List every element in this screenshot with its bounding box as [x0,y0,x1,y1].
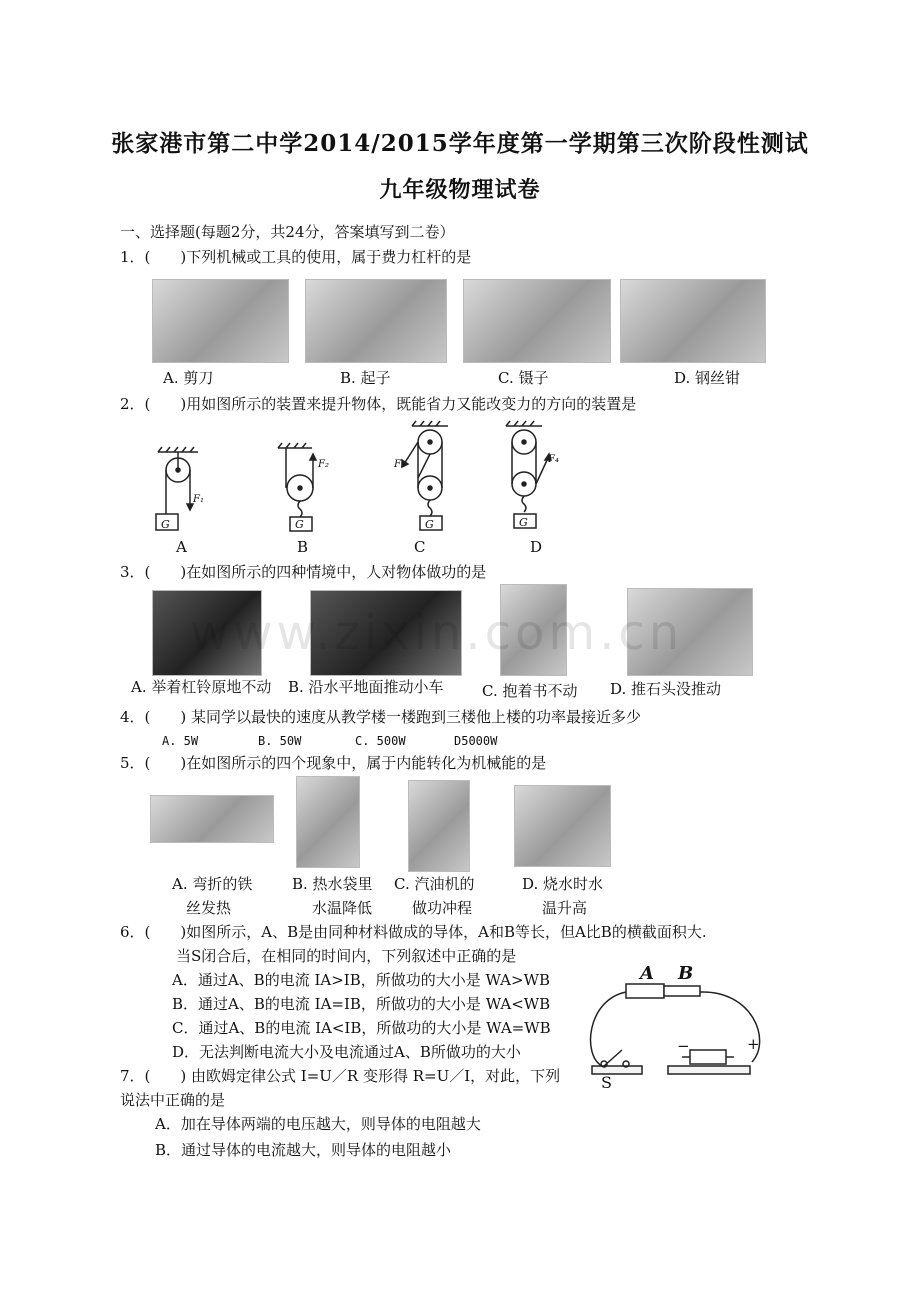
bottle-opener-photo [305,279,447,363]
q3-option-b: B. 沿水平地面推动小车 [288,678,444,696]
scissors-photo [152,279,289,363]
pulley-a-weight: G [161,518,170,531]
q4-option-b: B. 50W [258,734,302,748]
battery-plus-label: + [747,1035,760,1053]
watermark: www.zixin.com.cn [190,605,684,661]
q3-option-a: A. 举着杠铃原地不动 [131,678,272,696]
q2-option-b: B [297,538,309,556]
force-f2-label: F₂ [318,459,329,470]
pulley-b-weight: G [295,518,304,531]
q2-option-d: D [530,538,543,556]
resistor-a-label: A [640,963,654,984]
question-6-stem-line1: 6．( )如图所示，A、B是由同种材料做成的导体，A和B等长，但A比B的横截面积大. [120,923,707,941]
q3-option-c: C. 抱着书不动 [482,682,578,700]
force-f3-label: F₃ [394,459,405,470]
q6-option-b: B．通过A、B的电流 IA=IB，所做功的大小是 WA<WB [172,995,551,1013]
pulley-d-weight: G [519,516,528,529]
q7-option-a: A．加在导体两端的电压越大，则导体的电阻越大 [155,1115,481,1133]
question-3-stem: 3．( )在如图所示的四种情境中，人对物体做功的是 [120,563,487,581]
q5-option-d-line1: D. 烧水时水 [522,875,604,893]
hot-water-bag-image [296,776,360,868]
q5-option-c-line2: 做功冲程 [412,899,473,917]
battery-minus-label: − [677,1037,690,1055]
q4-option-c: C. 500W [355,734,406,748]
question-7-stem-line2: 说法中正确的是 [120,1091,226,1109]
q1-option-c: C. 镊子 [498,369,549,387]
q5-option-b-line1: B. 热水袋里 [292,875,373,893]
question-7-stem-line1: 7．( ) 由欧姆定律公式 I=U／R 变形得 R=U／I，对此，下列 [120,1067,561,1085]
force-f1-label: F₁ [193,494,204,505]
q5-option-c-line1: C. 汽油机的 [394,875,475,893]
bent-wire-image [150,795,274,843]
circuit-diagram [582,970,772,1090]
engine-image [408,780,470,872]
question-1-stem: 1．( )下列机械或工具的使用，属于费力杠杆的是 [120,248,472,266]
q4-option-a: A. 5W [162,734,199,748]
tweezers-photo [463,279,611,363]
resistor-b-label: B [678,963,694,984]
q5-option-d-line2: 温升高 [542,899,588,917]
q6-option-d: D．无法判断电流大小及电流通过A、B所做功的大小 [172,1043,521,1061]
q2-option-a: A [176,538,187,556]
pulley-c-weight: G [425,518,434,531]
question-6-stem-line2: 当S闭合后，在相同的时间内，下列叙述中正确的是 [176,947,517,965]
q6-option-c: C．通过A、B的电流 IA<IB，所做功的大小是 WA=WB [172,1019,551,1037]
q6-option-a: A．通过A、B的电流 IA>IB，所做功的大小是 WA>WB [172,971,551,989]
switch-s-label: S [601,1073,612,1092]
q1-option-d: D. 钢丝钳 [674,369,741,387]
page-subtitle: 九年级物理试卷 [379,177,541,203]
pliers-photo [620,279,766,363]
q3-option-d: D. 推石头没推动 [610,680,722,698]
q1-option-a: A. 剪刀 [163,369,214,387]
page-title: 张家港市第二中学2014/2015学年度第一学期第三次阶段性测试 [111,130,809,157]
q4-option-d: D5000W [454,734,498,748]
q5-option-b-line2: 水温降低 [312,899,373,917]
q5-option-a-line1: A. 弯折的铁 [172,875,253,893]
force-f4-label: F₄ [548,454,559,465]
section-heading: 一、选择题(每题2分，共24分，答案填写到二卷） [120,223,455,241]
kettle-image [514,785,611,867]
question-5-stem: 5．( )在如图所示的四个现象中，属于内能转化为机械能的是 [120,754,547,772]
q1-option-b: B. 起子 [340,369,391,387]
q2-option-c: C [414,538,426,556]
q7-option-b: B．通过导体的电流越大，则导体的电阻越小 [155,1141,452,1159]
q5-option-a-line2: 丝发热 [186,899,232,917]
question-4-stem: 4．( ) 某同学以最快的速度从教学楼一楼跑到三楼他上楼的功率最接近多少 [120,708,642,726]
question-2-stem: 2．( )用如图所示的装置来提升物体，既能省力又能改变力的方向的装置是 [120,395,637,413]
